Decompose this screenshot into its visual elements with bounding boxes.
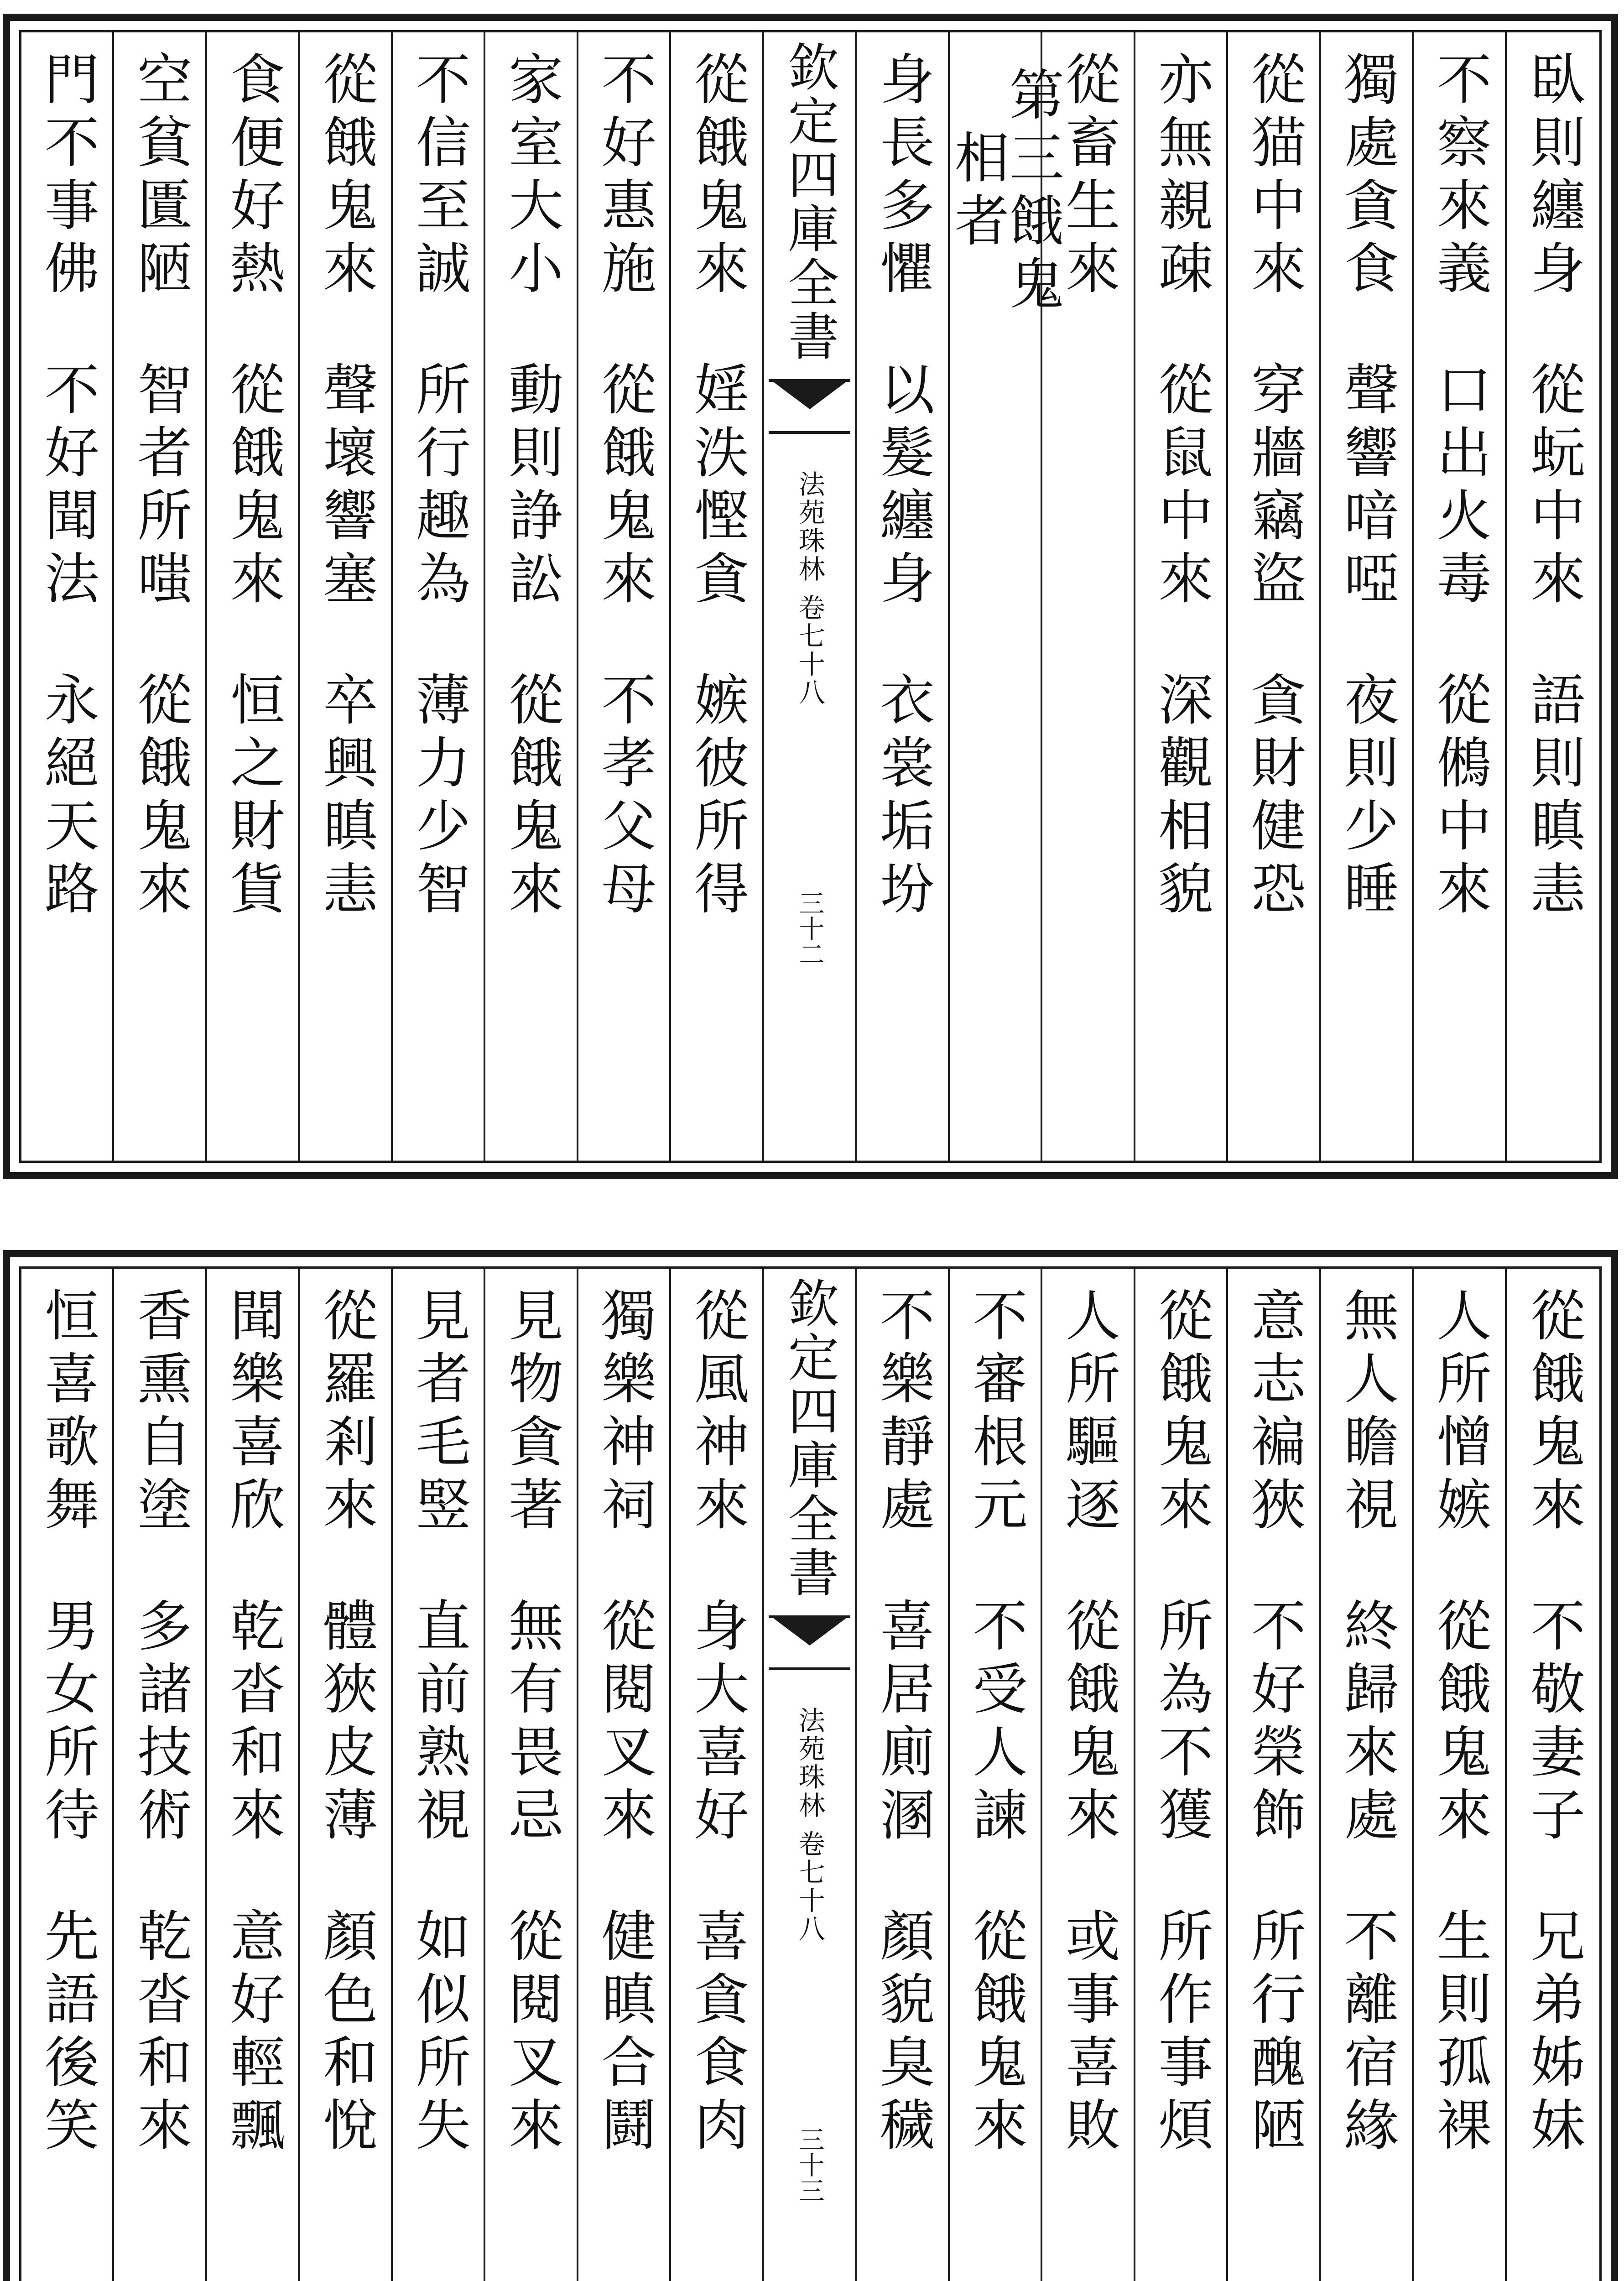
running-title: 欽定四庫全書 <box>780 41 839 364</box>
verse-phrase: 多諸技術 <box>128 1597 192 1849</box>
verse-phrase: 所行醜陋 <box>1242 1907 1306 2159</box>
verse-phrase: 兄弟姊妹 <box>1521 1907 1585 2159</box>
verse-phrase: 從鵂中來 <box>1427 671 1491 923</box>
verse-phrase: 乾沓和來 <box>221 1597 285 1849</box>
verse-phrase: 以髮纏身 <box>870 361 934 613</box>
verse-phrase: 恒之財貨 <box>221 671 285 923</box>
verse-phrase: 不好榮飾 <box>1242 1597 1306 1849</box>
top-page-frame <box>3 14 1618 1179</box>
text-column <box>300 32 392 1161</box>
verse-phrase: 夜則少睡 <box>1335 671 1399 923</box>
center-margin-column <box>764 1269 857 2281</box>
verse-phrase: 嫉彼所得 <box>685 671 749 923</box>
text-column <box>1228 32 1321 1161</box>
verse-phrase: 從餓鬼來 <box>1149 1287 1213 1539</box>
verse-phrase: 卒興瞋恚 <box>314 671 378 923</box>
verse-phrase: 獨樂神祠 <box>592 1287 656 1539</box>
verse-phrase: 終歸來處 <box>1335 1597 1399 1849</box>
verse-phrase: 從閱叉來 <box>500 1907 563 2159</box>
text-column <box>1228 1269 1321 2281</box>
verse-phrase: 第三餓鬼相者 <box>945 66 1064 318</box>
text-column <box>207 1269 300 2281</box>
verse-phrase: 從餓鬼來 <box>685 51 749 302</box>
verse-phrase: 亦無親疎 <box>1149 51 1213 302</box>
verse-phrase: 人所憎嫉 <box>1427 1287 1491 1539</box>
text-column <box>21 32 114 1161</box>
verse-phrase: 口出火毒 <box>1427 361 1491 613</box>
bottom-page-text-block <box>19 1266 1602 2281</box>
verse-phrase: 語則瞋恚 <box>1521 671 1585 923</box>
verse-phrase: 無人瞻視 <box>1335 1287 1399 1539</box>
verse-phrase: 喜居廁溷 <box>870 1597 934 1849</box>
verse-phrase: 身大喜好 <box>685 1597 749 1849</box>
verse-phrase: 空貧匱陋 <box>128 51 192 302</box>
fish-tail-ornament <box>769 1615 850 1670</box>
verse-phrase: 深觀相貌 <box>1149 671 1213 923</box>
verse-phrase: 男女所待 <box>35 1597 99 1849</box>
verse-phrase: 喜貪食肉 <box>685 1907 749 2159</box>
text-column <box>1135 1269 1228 2281</box>
verse-phrase: 不孝父母 <box>592 671 656 923</box>
verse-phrase: 貪財健恐 <box>1242 671 1306 923</box>
verse-phrase: 如似所失 <box>406 1907 470 2159</box>
verse-phrase: 臥則纏身 <box>1521 51 1585 302</box>
text-column <box>21 1269 114 2281</box>
verse-phrase: 食便好熱 <box>221 51 285 302</box>
text-column <box>857 1269 949 2281</box>
verse-phrase: 從餓鬼來 <box>500 671 563 923</box>
verse-phrase: 從猫中來 <box>1242 51 1306 302</box>
verse-phrase: 恒喜歌舞 <box>35 1287 99 1539</box>
text-column <box>1321 1269 1414 2281</box>
verse-phrase: 穿牆竊盜 <box>1242 361 1306 613</box>
verse-phrase: 不敬妻子 <box>1521 1597 1585 1849</box>
text-column <box>485 1269 578 2281</box>
text-column <box>393 32 485 1161</box>
verse-phrase: 從餓鬼來 <box>1427 1597 1491 1849</box>
verse-phrase: 永絕天路 <box>35 671 99 923</box>
verse-phrase: 或事喜敗 <box>1056 1907 1120 2159</box>
text-column <box>1321 32 1414 1161</box>
center-margin-column <box>764 32 857 1161</box>
verse-phrase: 從鼠中來 <box>1149 361 1213 613</box>
text-column <box>857 32 949 1161</box>
verse-phrase: 直前熟視 <box>406 1597 470 1849</box>
text-column <box>1414 32 1506 1161</box>
verse-phrase: 顏貌臭穢 <box>870 1907 934 2159</box>
folio-number: 三十三 <box>795 2126 825 2203</box>
text-column <box>671 32 764 1161</box>
text-column <box>1135 32 1228 1161</box>
text-column <box>578 1269 671 2281</box>
verse-phrase: 婬泆慳貪 <box>685 361 749 613</box>
verse-phrase: 從畜生來 <box>1056 51 1120 302</box>
verse-phrase: 從餓鬼來 <box>221 361 285 613</box>
fish-tail-ornament <box>769 379 850 434</box>
verse-phrase: 從餓鬼來 <box>592 361 656 613</box>
verse-phrase: 從餓鬼來 <box>963 1907 1027 2159</box>
verse-phrase: 生則孤裸 <box>1427 1907 1491 2159</box>
verse-phrase: 聞樂喜欣 <box>221 1287 285 1539</box>
verse-phrase: 不審根元 <box>963 1287 1027 1539</box>
verse-phrase: 見者毛竪 <box>406 1287 470 1539</box>
verse-phrase: 獨處貪食 <box>1335 51 1399 302</box>
verse-phrase: 從風神來 <box>685 1287 749 1539</box>
text-column <box>207 32 300 1161</box>
text-column <box>114 32 207 1161</box>
bottom-page-frame <box>3 1250 1618 2281</box>
verse-phrase: 意志褊狹 <box>1242 1287 1306 1539</box>
text-column <box>671 1269 764 2281</box>
running-title: 欽定四庫全書 <box>780 1277 839 1600</box>
verse-phrase: 意好輕飄 <box>221 1907 285 2159</box>
volume-label: 法苑珠林 卷七十八 <box>794 470 825 707</box>
verse-phrase: 顏色和悅 <box>314 1907 378 2159</box>
volume-label: 法苑珠林 卷七十八 <box>794 1707 825 1943</box>
verse-phrase: 體狹皮薄 <box>314 1597 378 1849</box>
top-page-text-block <box>19 30 1602 1163</box>
verse-phrase: 衣裳垢坋 <box>870 671 934 923</box>
text-column <box>950 1269 1042 2281</box>
verse-phrase: 不樂靜處 <box>870 1287 934 1539</box>
folio-number: 三十二 <box>795 890 825 967</box>
verse-phrase: 從餓鬼來 <box>314 51 378 302</box>
verse-phrase: 不察來義 <box>1427 51 1491 302</box>
verse-phrase: 所為不獲 <box>1149 1597 1213 1849</box>
text-column <box>1507 32 1599 1161</box>
verse-phrase: 從羅剎來 <box>314 1287 378 1539</box>
verse-phrase: 聲響喑啞 <box>1335 361 1399 613</box>
verse-phrase: 聲壞響塞 <box>314 361 378 613</box>
text-column <box>300 1269 392 2281</box>
verse-phrase: 家室大小 <box>500 51 563 302</box>
verse-phrase: 健瞋合鬪 <box>592 1907 656 2159</box>
verse-phrase: 見物貪著 <box>500 1287 563 1539</box>
verse-phrase: 不好惠施 <box>592 51 656 302</box>
verse-phrase: 從餓鬼來 <box>1056 1597 1120 1849</box>
text-column <box>485 32 578 1161</box>
text-column <box>393 1269 485 2281</box>
verse-phrase: 不好聞法 <box>35 361 99 613</box>
verse-phrase: 動則諍訟 <box>500 361 563 613</box>
text-column <box>945 32 1064 1161</box>
verse-phrase: 身長多懼 <box>870 51 934 302</box>
verse-phrase: 先語後笑 <box>35 1907 99 2159</box>
text-column <box>578 32 671 1161</box>
verse-phrase: 乾沓和來 <box>128 1907 192 2159</box>
text-column <box>1507 1269 1599 2281</box>
verse-phrase: 智者所嗤 <box>128 361 192 613</box>
verse-phrase: 從蚖中來 <box>1521 361 1585 613</box>
verse-phrase: 所行趣為 <box>406 361 470 613</box>
verse-phrase: 所作事煩 <box>1149 1907 1213 2159</box>
verse-phrase: 無有畏忌 <box>500 1597 563 1849</box>
text-column <box>114 1269 207 2281</box>
verse-phrase: 不信至誠 <box>406 51 470 302</box>
verse-phrase: 門不事佛 <box>35 51 99 302</box>
text-column <box>1042 1269 1135 2281</box>
verse-phrase: 薄力少智 <box>406 671 470 923</box>
verse-phrase: 從餓鬼來 <box>128 671 192 923</box>
text-column <box>1414 1269 1506 2281</box>
verse-phrase: 從餓鬼來 <box>1521 1287 1585 1539</box>
verse-phrase: 人所驅逐 <box>1056 1287 1120 1539</box>
verse-phrase: 香熏自塗 <box>128 1287 192 1539</box>
verse-phrase: 不受人諫 <box>963 1597 1027 1849</box>
verse-phrase: 從閱叉來 <box>592 1597 656 1849</box>
verse-phrase: 不離宿緣 <box>1335 1907 1399 2159</box>
